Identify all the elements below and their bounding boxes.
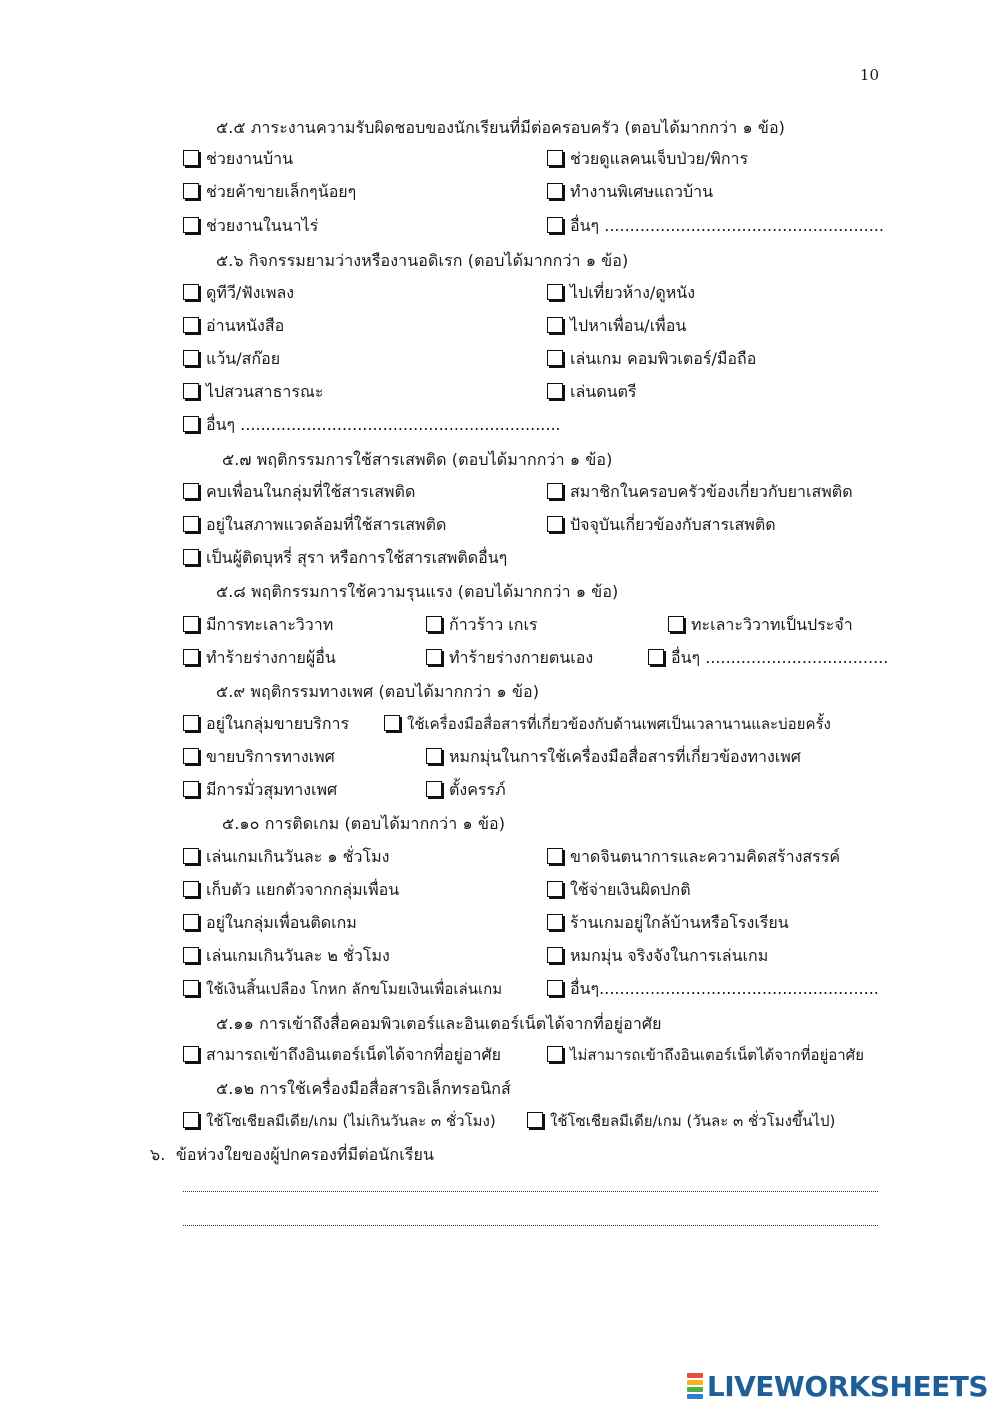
checkbox-icon[interactable] xyxy=(547,383,563,399)
question-6-label: ข้อห่วงใยของผู้ปกครองที่มีต่อนักเรียน xyxy=(175,1145,434,1164)
checkbox-option[interactable] xyxy=(426,746,801,768)
answer-line-1[interactable] xyxy=(183,1191,878,1192)
option-label: เก็บตัว แยกตัวจากกลุ่มเพื่อน xyxy=(206,880,400,899)
checkbox-icon[interactable] xyxy=(183,416,199,432)
checkbox-option[interactable] xyxy=(547,315,686,337)
checkbox-option[interactable] xyxy=(426,779,506,801)
checkbox-icon[interactable] xyxy=(183,980,199,996)
checkbox-icon[interactable] xyxy=(183,150,199,166)
checkbox-option[interactable] xyxy=(183,1110,496,1132)
option-label: หมกมุ่น จริงจังในการเล่นเกม xyxy=(570,946,769,965)
option-label: ปัจจุบันเกี่ยวข้องกับสารเสพติด xyxy=(570,515,776,534)
checkbox-option[interactable] xyxy=(668,614,853,636)
checkbox-option[interactable] xyxy=(547,514,776,536)
checkbox-option[interactable] xyxy=(426,614,538,636)
checkbox-icon[interactable] xyxy=(547,1046,563,1062)
checkbox-option[interactable] xyxy=(547,481,853,503)
checkbox-icon[interactable] xyxy=(547,317,563,333)
checkbox-icon[interactable] xyxy=(527,1112,543,1128)
section-5-9-heading: ๕.๙ พฤติกรรมทางเพศ (ตอบได้มากกว่า ๑ ข้อ) xyxy=(216,682,540,701)
logo-icon xyxy=(687,1373,703,1399)
checkbox-option[interactable] xyxy=(183,647,336,669)
option-label: หมกมุ่นในการใช้เครื่องมือสื่อสารที่เกี่ยวข้องทางเพศ xyxy=(449,747,801,766)
logo-text: LIVEWORKSHEETS xyxy=(706,1369,988,1403)
checkbox-icon[interactable] xyxy=(547,217,563,233)
checkbox-icon[interactable] xyxy=(183,1046,199,1062)
checkbox-icon[interactable] xyxy=(183,748,199,764)
option-label: มีการทะเลาะวิวาท xyxy=(206,615,334,634)
checkbox-icon[interactable] xyxy=(183,914,199,930)
option-label: ไปสวนสาธารณะ xyxy=(206,382,324,401)
checkbox-option[interactable] xyxy=(183,945,390,967)
checkbox-icon[interactable] xyxy=(183,483,199,499)
checkbox-option[interactable] xyxy=(547,181,713,203)
checkbox-option[interactable] xyxy=(183,978,502,1000)
checkbox-icon[interactable] xyxy=(384,715,400,731)
checkbox-option-other[interactable] xyxy=(183,414,561,436)
checkbox-option[interactable] xyxy=(183,846,389,868)
option-label: อยู่ในกลุ่มเพื่อนติดเกม xyxy=(206,913,357,932)
option-label: อยู่ในกลุ่มขายบริการ xyxy=(206,714,350,733)
section-5-8-heading: ๕.๘ พฤติกรรมการใช้ความรุนแรง (ตอบได้มากกว่า ๑ ข้อ) xyxy=(216,582,619,601)
section-5-11-heading: ๕.๑๑ การเข้าถึงสื่อคอมพิวเตอร์และอินเตอร์เน็ตได้จากที่อยู่อาศัย xyxy=(216,1014,662,1033)
question-6 xyxy=(150,1143,434,1168)
option-label: อยู่ในสภาพแวดล้อมที่ใช้สารเสพติด xyxy=(206,515,447,534)
section-5-10-heading: ๕.๑๐ การติดเกม (ตอบได้มากกว่า ๑ ข้อ) xyxy=(222,814,506,833)
checkbox-icon[interactable] xyxy=(183,383,199,399)
option-label: ไม่สามารถเข้าถึงอินเตอร์เน็ตได้จากที่อยู่อาศัย xyxy=(570,1046,864,1064)
checkbox-option[interactable] xyxy=(547,381,637,403)
option-label: ใช้โซเชียลมีเดีย/เกม (วันละ ๓ ชั่วโมงขึ้นไป) xyxy=(550,1112,836,1130)
checkbox-icon[interactable] xyxy=(183,781,199,797)
checkbox-option[interactable] xyxy=(547,282,695,304)
option-label: ใช้เครื่องมือสื่อสารที่เกี่ยวข้องกับด้านเพศเป็นเวลานานและบ่อยครั้ง xyxy=(407,715,831,733)
checkbox-icon[interactable] xyxy=(547,150,563,166)
option-label: ก้าวร้าว เกเร xyxy=(449,615,538,634)
checkbox-option-other[interactable] xyxy=(547,978,879,1000)
checkbox-option[interactable] xyxy=(183,1044,501,1066)
option-label: ทำร้ายร่างกายผู้อื่น xyxy=(206,648,336,667)
checkbox-option[interactable] xyxy=(183,779,337,801)
option-label: เป็นผู้ติดบุหรี่ สุรา หรือการใช้สารเสพติดอื่นๆ xyxy=(206,548,508,567)
checkbox-icon[interactable] xyxy=(183,1112,199,1128)
checkbox-icon[interactable] xyxy=(183,549,199,565)
option-label: สมาชิกในครอบครัวข้องเกี่ยวกับยาเสพติด xyxy=(570,482,853,501)
checkbox-option[interactable] xyxy=(183,481,415,503)
option-label: ช่วยค้าขายเล็กๆน้อยๆ xyxy=(206,182,357,201)
section-5-6-heading: ๕.๖ กิจกรรมยามว่างหรืองานอดิเรก (ตอบได้มากกว่า ๑ ข้อ) xyxy=(216,251,629,270)
option-label: ช่วยงานบ้าน xyxy=(206,149,294,168)
checkbox-option[interactable] xyxy=(183,912,357,934)
checkbox-icon[interactable] xyxy=(547,284,563,300)
checkbox-icon[interactable] xyxy=(426,748,442,764)
option-label: ใช้โซเชียลมีเดีย/เกม (ไม่เกินวันละ ๓ ชั่วโมง) xyxy=(206,1112,496,1130)
checkbox-option[interactable] xyxy=(183,181,356,203)
checkbox-option[interactable] xyxy=(183,148,293,170)
option-label: อ่านหนังสือ xyxy=(206,316,285,335)
checkbox-option[interactable] xyxy=(183,514,446,536)
checkbox-icon[interactable] xyxy=(183,881,199,897)
option-label: เล่นเกมเกินวันละ ๒ ชั่วโมง xyxy=(206,946,390,965)
checkbox-icon[interactable] xyxy=(426,781,442,797)
checkbox-option[interactable] xyxy=(183,215,318,237)
checkbox-icon[interactable] xyxy=(426,616,442,632)
checkbox-icon[interactable] xyxy=(668,616,684,632)
option-label: ใช้เงินสิ้นเปลือง โกหก ลักขโมยเงินเพื่อเล่นเกม xyxy=(206,980,503,998)
option-label: ร้านเกมอยู่ใกล้บ้านหรือโรงเรียน xyxy=(570,913,789,932)
checkbox-option[interactable] xyxy=(547,1044,864,1066)
checkbox-option[interactable] xyxy=(183,879,399,901)
checkbox-option[interactable] xyxy=(183,614,333,636)
option-label: เล่นเกม คอมพิวเตอร์/มือถือ xyxy=(570,349,757,368)
option-label: ดูทีวี/ฟังเพลง xyxy=(206,283,295,302)
checkbox-icon[interactable] xyxy=(547,914,563,930)
section-5-12-heading: ๕.๑๒ การใช้เครื่องมือสื่อสารอิเล็กทรอนิกส์ xyxy=(216,1079,511,1098)
option-label: ช่วยดูแลคนเจ็บป่วย/พิการ xyxy=(570,149,749,168)
option-label: ใช้จ่ายเงินผิดปกติ xyxy=(570,880,691,899)
option-label: แว้น/สก๊อย xyxy=(206,349,281,368)
option-label: เล่นดนตรี xyxy=(570,382,637,401)
checkbox-option[interactable] xyxy=(183,348,280,370)
checkbox-option[interactable] xyxy=(547,148,748,170)
checkbox-icon[interactable] xyxy=(183,947,199,963)
checkbox-option[interactable] xyxy=(547,945,768,967)
option-label: อื่นๆ .................................... xyxy=(671,648,889,667)
checkbox-option-other[interactable] xyxy=(648,647,888,669)
checkbox-icon[interactable] xyxy=(547,483,563,499)
checkbox-option[interactable] xyxy=(426,647,593,669)
option-label: ตั้งครรภ์ xyxy=(449,780,506,799)
checkbox-icon[interactable] xyxy=(547,848,563,864)
liveworksheets-logo xyxy=(687,1371,988,1401)
checkbox-icon[interactable] xyxy=(547,881,563,897)
checkbox-option[interactable] xyxy=(547,348,756,370)
checkbox-icon[interactable] xyxy=(547,183,563,199)
checkbox-icon[interactable] xyxy=(183,284,199,300)
option-label: ไปหาเพื่อน/เพื่อน xyxy=(570,316,687,335)
checkbox-icon[interactable] xyxy=(183,715,199,731)
checkbox-option[interactable] xyxy=(183,282,294,304)
option-label: สามารถเข้าถึงอินเตอร์เน็ตได้จากที่อยู่อาศัย xyxy=(206,1045,501,1064)
checkbox-option[interactable] xyxy=(527,1110,835,1132)
checkbox-icon[interactable] xyxy=(183,848,199,864)
checkbox-option[interactable] xyxy=(183,713,349,735)
answer-line-2[interactable] xyxy=(183,1225,878,1226)
option-label: คบเพื่อนในกลุ่มที่ใช้สารเสพติด xyxy=(206,482,416,501)
option-label: ขาดจินตนาการและความคิดสร้างสรรค์ xyxy=(570,847,841,866)
checkbox-icon[interactable] xyxy=(183,649,199,665)
checkbox-icon[interactable] xyxy=(183,350,199,366)
checkbox-option[interactable] xyxy=(547,879,691,901)
option-label: อื่นๆ....................................................... xyxy=(570,979,879,998)
checkbox-option-other[interactable] xyxy=(547,215,884,237)
checkbox-icon[interactable] xyxy=(183,183,199,199)
checkbox-icon[interactable] xyxy=(426,649,442,665)
checkbox-icon[interactable] xyxy=(183,317,199,333)
option-label: มีการมั่วสุมทางเพศ xyxy=(206,780,338,799)
option-label: ช่วยงานในนาไร่ xyxy=(206,216,319,235)
checkbox-option[interactable] xyxy=(183,547,507,569)
checkbox-option[interactable] xyxy=(183,746,335,768)
checkbox-option[interactable] xyxy=(183,315,284,337)
option-label: อื่นๆ ....................................................... xyxy=(570,216,884,235)
option-label: ทำร้ายร่างกายตนเอง xyxy=(449,648,594,667)
option-label: อื่นๆ ............................................................... xyxy=(206,415,561,434)
checkbox-option[interactable] xyxy=(547,846,840,868)
checkbox-icon[interactable] xyxy=(547,947,563,963)
section-5-5-heading: ๕.๕ ภาระงานความรับผิดชอบของนักเรียนที่มีต่อครอบครัว (ตอบได้มากกว่า ๑ ข้อ) xyxy=(216,118,786,137)
option-label: ไปเที่ยวห้าง/ดูหนัง xyxy=(570,283,695,302)
section-5-7-heading: ๕.๗ พฤติกรรมการใช้สารเสพติด (ตอบได้มากกว่า ๑ ข้อ) xyxy=(222,450,613,469)
page-number: 10 xyxy=(859,66,879,84)
checkbox-icon[interactable] xyxy=(183,516,199,532)
checkbox-icon[interactable] xyxy=(547,980,563,996)
option-label: ทำงานพิเศษแถวบ้าน xyxy=(570,182,714,201)
checkbox-option[interactable] xyxy=(384,713,831,735)
option-label: ทะเลาะวิวาทเป็นประจำ xyxy=(691,615,853,634)
option-label: ขายบริการทางเพศ xyxy=(206,747,335,766)
checkbox-icon[interactable] xyxy=(183,217,199,233)
checkbox-icon[interactable] xyxy=(183,616,199,632)
option-label: เล่นเกมเกินวันละ ๑ ชั่วโมง xyxy=(206,847,390,866)
question-6-number: ๖. xyxy=(150,1145,166,1164)
checkbox-icon[interactable] xyxy=(547,516,563,532)
checkbox-option[interactable] xyxy=(547,912,789,934)
checkbox-icon[interactable] xyxy=(648,649,664,665)
checkbox-icon[interactable] xyxy=(547,350,563,366)
checkbox-option[interactable] xyxy=(183,381,323,403)
